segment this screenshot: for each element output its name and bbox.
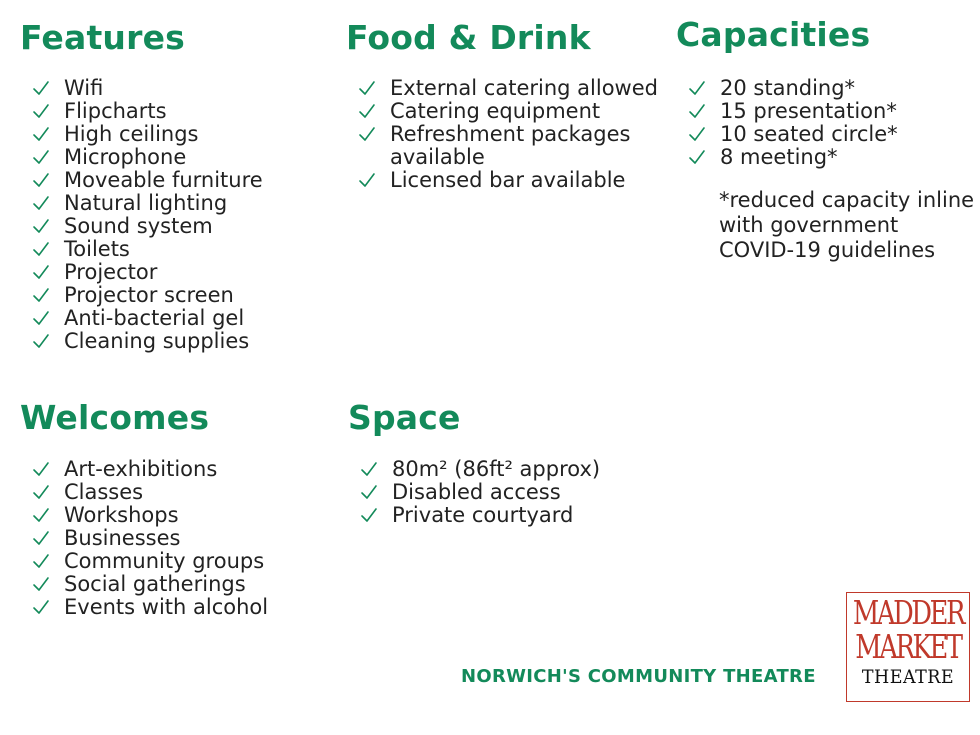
check-icon xyxy=(358,101,376,121)
list-item xyxy=(346,123,666,169)
list-item-label: Art-exhibitions xyxy=(64,457,218,481)
list-item xyxy=(676,123,976,146)
check-icon xyxy=(688,124,706,144)
list-item xyxy=(20,458,268,481)
list-item xyxy=(676,146,976,169)
check-icon xyxy=(32,308,50,328)
check-icon xyxy=(688,78,706,98)
check-icon xyxy=(32,574,50,594)
check-icon xyxy=(32,505,50,525)
list-item xyxy=(20,261,263,284)
list-item xyxy=(346,77,666,100)
welcomes-heading: Welcomes xyxy=(20,398,210,437)
check-icon xyxy=(32,124,50,144)
list-item xyxy=(348,504,600,527)
list-item-label: Refreshment packages available xyxy=(390,122,631,169)
check-icon xyxy=(32,216,50,236)
check-icon xyxy=(32,459,50,479)
list-item-label: Catering equipment xyxy=(390,99,601,123)
list-item xyxy=(346,100,666,123)
food-drink-heading: Food & Drink xyxy=(346,18,591,57)
check-icon xyxy=(360,505,378,525)
capacity-footnote: *reduced capacity inline with government COVID-19 guidelines xyxy=(719,188,975,262)
madder-market-logo xyxy=(846,592,970,702)
list-item-label: Cleaning supplies xyxy=(64,329,250,353)
list-item xyxy=(348,481,600,504)
list-item xyxy=(20,215,263,238)
list-item xyxy=(20,238,263,261)
check-icon xyxy=(32,239,50,259)
list-item-label: Community groups xyxy=(64,549,265,573)
capacities-list xyxy=(676,77,976,169)
list-item-label: External catering allowed xyxy=(390,76,658,100)
food-drink-section xyxy=(346,18,666,192)
list-item-label: Social gatherings xyxy=(64,572,246,596)
check-icon xyxy=(32,551,50,571)
check-icon xyxy=(360,482,378,502)
list-item xyxy=(20,596,268,619)
space-list xyxy=(348,458,600,527)
list-item-label: Projector screen xyxy=(64,283,234,307)
list-item xyxy=(20,573,268,596)
list-item-label: Events with alcohol xyxy=(64,595,269,619)
list-item-label: Projector xyxy=(64,260,158,284)
check-icon xyxy=(32,101,50,121)
features-list xyxy=(20,77,263,353)
list-item-label: High ceilings xyxy=(64,122,199,146)
list-item-label: Anti-bacterial gel xyxy=(64,306,245,330)
space-section xyxy=(348,398,600,527)
list-item xyxy=(20,330,263,353)
list-item-label: Licensed bar available xyxy=(390,168,626,192)
check-icon xyxy=(32,285,50,305)
check-icon xyxy=(32,597,50,617)
list-item-label: Workshops xyxy=(64,503,179,527)
list-item xyxy=(20,100,263,123)
check-icon xyxy=(32,528,50,548)
list-item-label: Private courtyard xyxy=(392,503,574,527)
list-item xyxy=(20,146,263,169)
list-item xyxy=(20,504,268,527)
list-item-label: Disabled access xyxy=(392,480,561,504)
list-item-label: Natural lighting xyxy=(64,191,228,215)
welcomes-section xyxy=(20,398,268,619)
capacities-heading: Capacities xyxy=(676,15,871,54)
list-item xyxy=(20,527,268,550)
logo-line-3: THEATRE xyxy=(861,666,955,688)
check-icon xyxy=(358,124,376,144)
check-icon xyxy=(360,459,378,479)
list-item-label: Toilets xyxy=(64,237,130,261)
list-item-label: Flipcharts xyxy=(64,99,167,123)
list-item xyxy=(20,192,263,215)
check-icon xyxy=(32,262,50,282)
list-item xyxy=(20,77,263,100)
check-icon xyxy=(32,170,50,190)
list-item xyxy=(348,458,600,481)
list-item-label: Sound system xyxy=(64,214,213,238)
list-item-label: 15 presentation* xyxy=(720,99,897,123)
list-item xyxy=(20,284,263,307)
features-heading: Features xyxy=(20,18,186,57)
list-item xyxy=(20,481,268,504)
welcomes-list xyxy=(20,458,268,619)
list-item-label: 8 meeting* xyxy=(720,145,838,169)
logo-line-2: MARKET xyxy=(855,627,961,666)
list-item xyxy=(20,307,263,330)
list-item xyxy=(20,550,268,573)
list-item-label: 10 seated circle* xyxy=(720,122,898,146)
food-drink-list xyxy=(346,77,666,192)
list-item-label: 80m² (86ft² approx) xyxy=(392,457,601,481)
check-icon xyxy=(32,482,50,502)
check-icon xyxy=(688,147,706,167)
capacities-section xyxy=(676,15,976,263)
list-item xyxy=(676,77,976,100)
list-item xyxy=(676,100,976,123)
list-item-label: Businesses xyxy=(64,526,181,550)
list-item xyxy=(346,169,666,192)
check-icon xyxy=(32,147,50,167)
list-item-label: Moveable furniture xyxy=(64,168,263,192)
theatre-tagline: NORWICH'S COMMUNITY THEATRE xyxy=(461,666,816,687)
list-item xyxy=(20,169,263,192)
list-item-label: Classes xyxy=(64,480,144,504)
list-item-label: Wifi xyxy=(64,76,104,100)
space-heading: Space xyxy=(348,398,461,437)
logo-line-1: MADDER xyxy=(852,593,964,632)
check-icon xyxy=(32,331,50,351)
check-icon xyxy=(32,78,50,98)
check-icon xyxy=(32,193,50,213)
check-icon xyxy=(358,170,376,190)
check-icon xyxy=(688,101,706,121)
check-icon xyxy=(358,78,376,98)
list-item-label: 20 standing* xyxy=(720,76,856,100)
list-item xyxy=(20,123,263,146)
list-item-label: Microphone xyxy=(64,145,187,169)
features-section xyxy=(20,18,263,353)
